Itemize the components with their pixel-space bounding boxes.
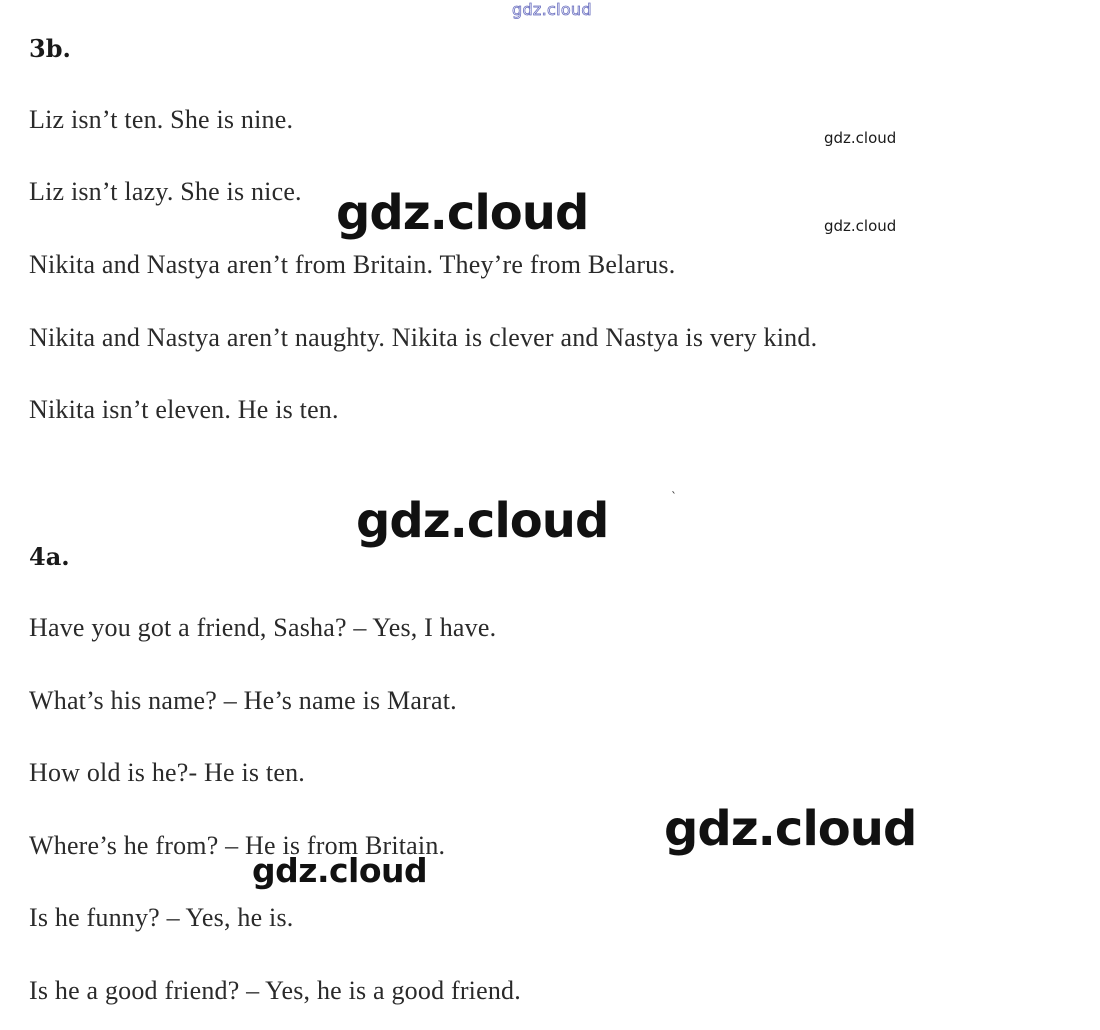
- sentence-4a-1: Have you got a friend, Sasha? – Yes, I have.: [29, 613, 497, 642]
- watermark-top: gdz.cloud: [512, 0, 592, 19]
- sentence-3b-3: Nikita and Nastya aren’t from Britain. They’re from Belarus.: [29, 250, 676, 279]
- watermark-big-3: gdz.cloud: [664, 801, 917, 857]
- sentence-4a-6: Is he a good friend? – Yes, he is a good friend.: [29, 976, 521, 1005]
- stray-mark: `: [671, 490, 677, 504]
- sentence-3b-2: Liz isn’t lazy. She is nice.: [29, 177, 302, 206]
- sentence-3b-5: Nikita isn’t eleven. He is ten.: [29, 395, 339, 424]
- watermark-big-2: gdz.cloud: [356, 493, 609, 549]
- sentence-4a-3: How old is he?- He is ten.: [29, 758, 305, 787]
- sentence-4a-2: What’s his name? – He’s name is Marat.: [29, 686, 457, 715]
- sentence-4a-4: Where’s he from? – He is from Britain.: [29, 831, 446, 860]
- sentence-3b-1: Liz isn’t ten. She is nine.: [29, 105, 294, 134]
- watermark-big-1: gdz.cloud: [336, 185, 589, 241]
- sentence-4a-5: Is he funny? – Yes, he is.: [29, 903, 294, 932]
- sentence-3b-4: Nikita and Nastya aren’t naughty. Nikita is clever and Nastya is very kind.: [29, 323, 818, 352]
- section-heading-4a: 4a.: [29, 542, 70, 571]
- watermark-small-2: gdz.cloud: [824, 217, 897, 235]
- watermark-small-1: gdz.cloud: [824, 129, 897, 147]
- section-heading-3b: 3b.: [29, 34, 71, 63]
- watermark-mid-1: gdz.cloud: [252, 851, 428, 890]
